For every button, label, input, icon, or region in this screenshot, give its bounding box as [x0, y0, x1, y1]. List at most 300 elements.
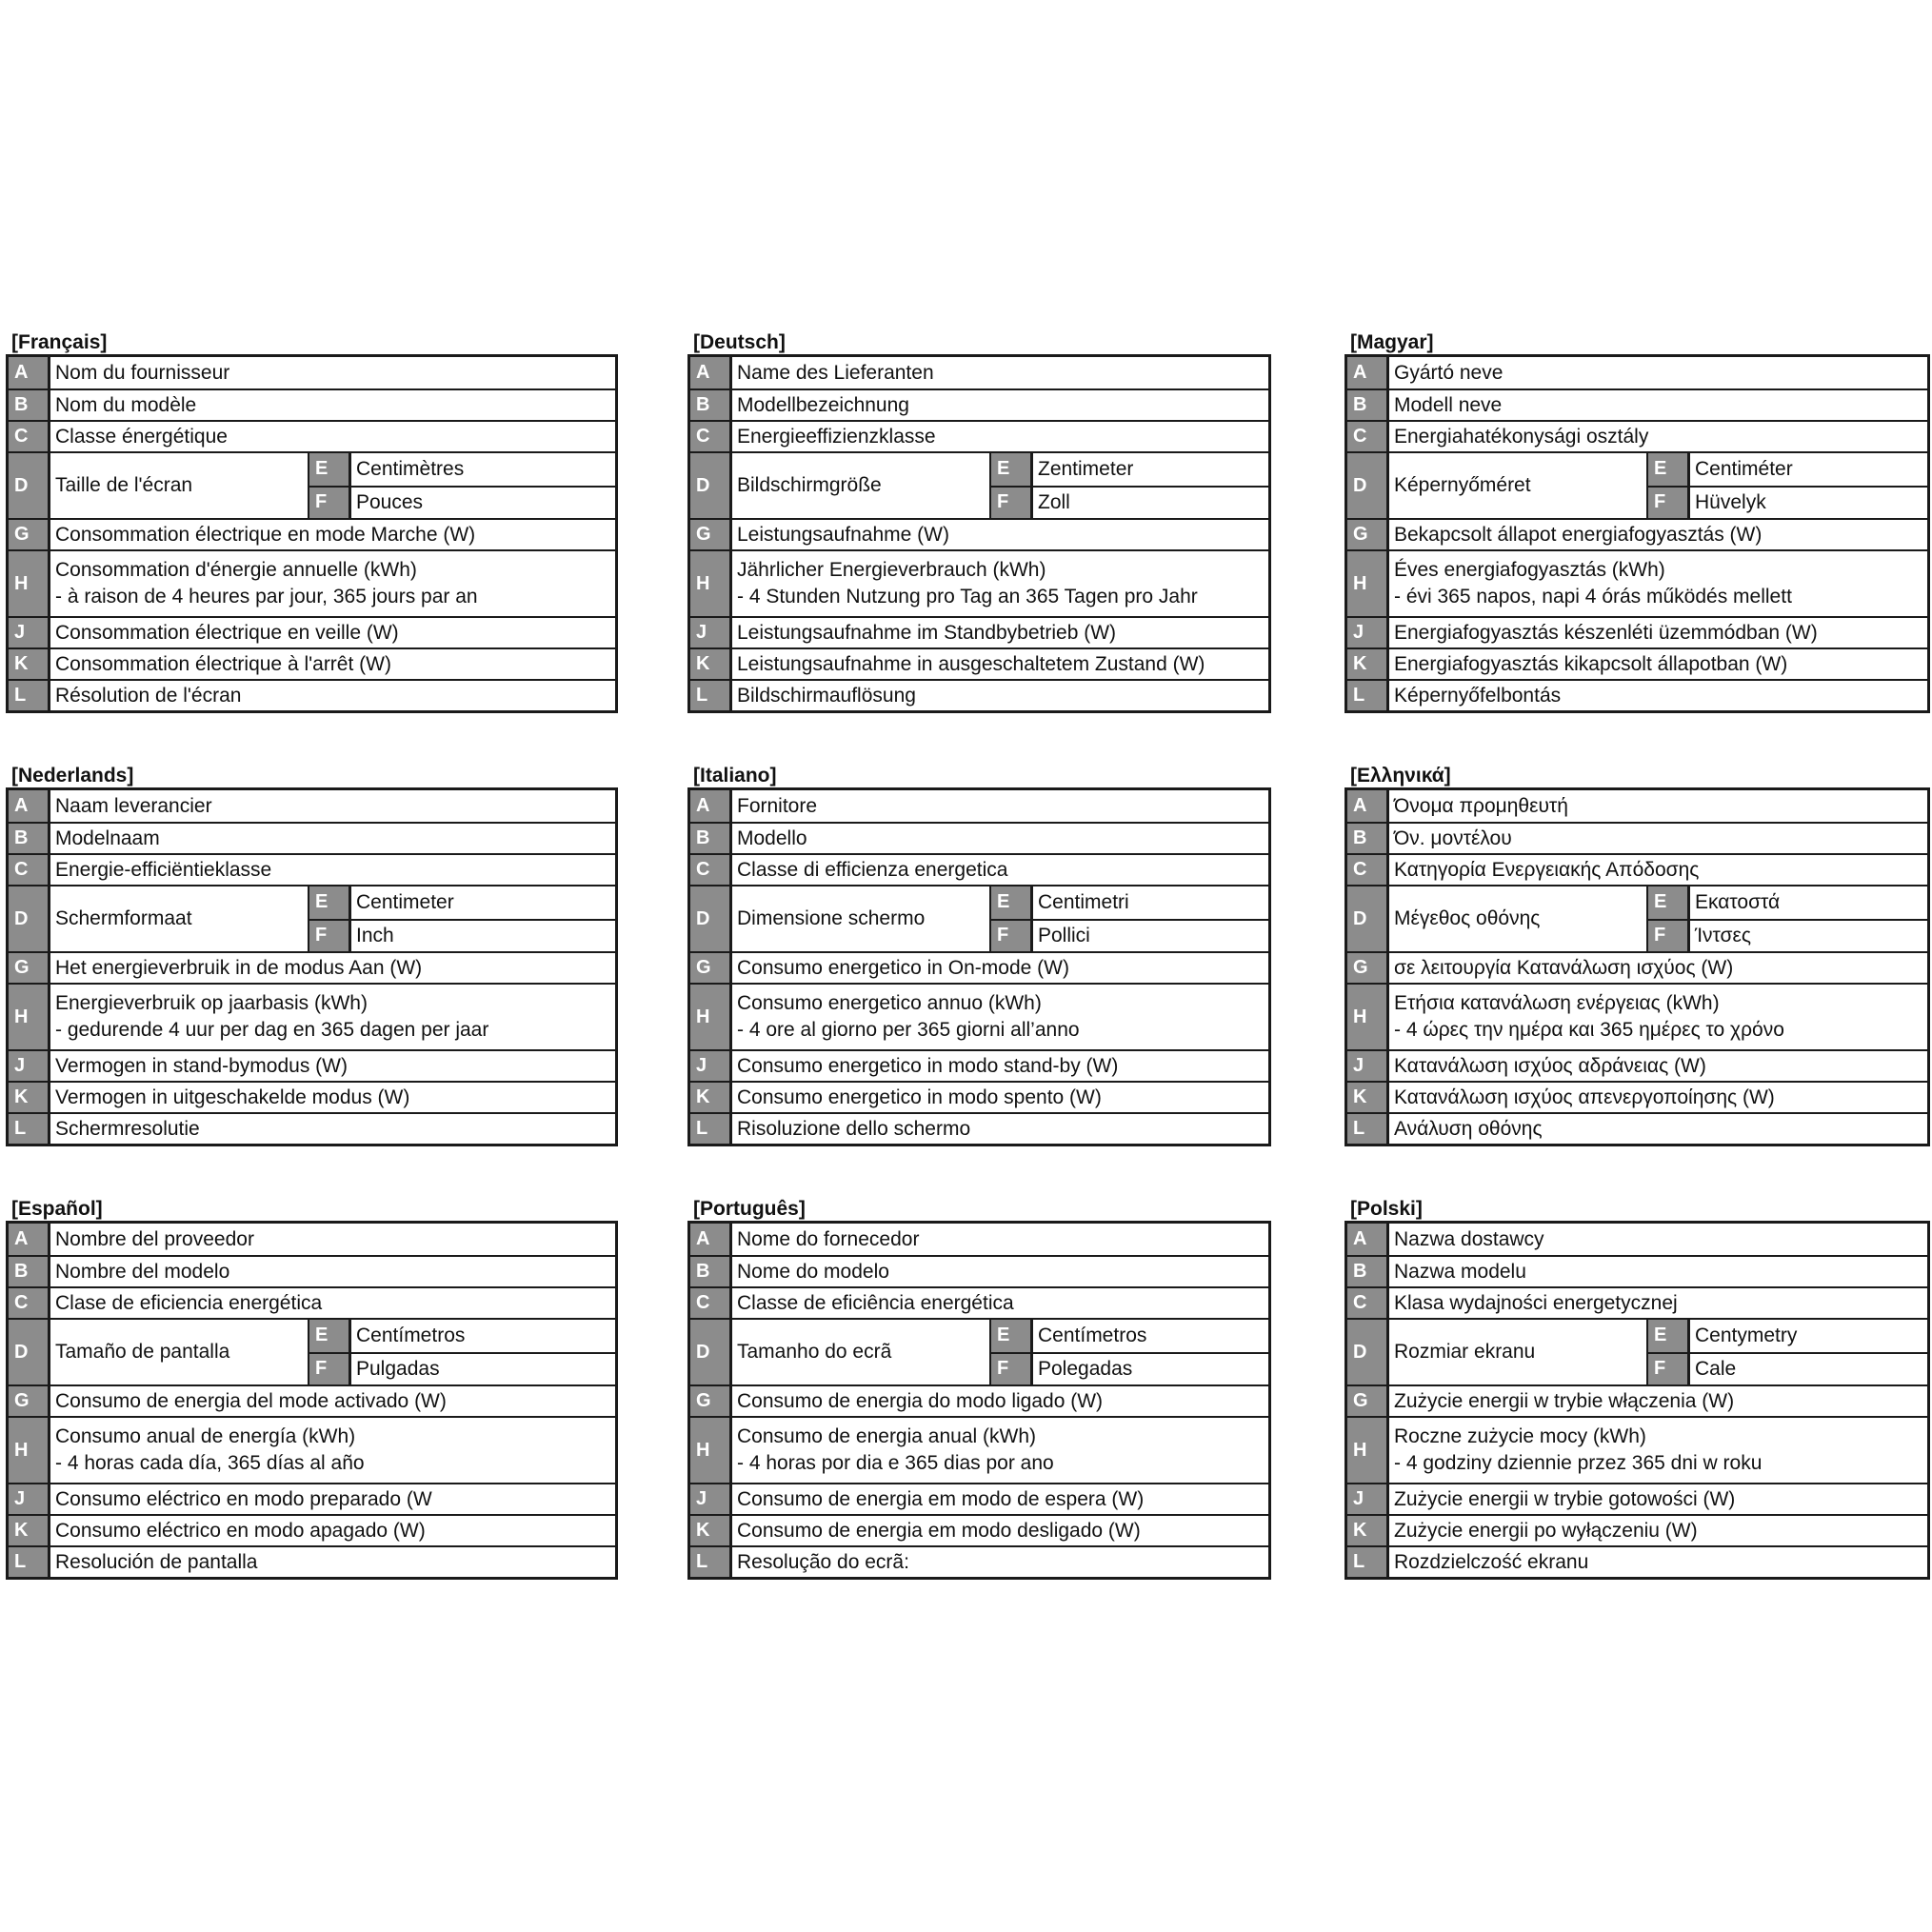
row-label: Resolución de pantalla — [55, 1550, 258, 1573]
block-title: [Español] — [11, 1198, 103, 1220]
spec-row-e — [309, 1320, 615, 1352]
row-label: Consumo energetico in modo spento (W) — [737, 1086, 1102, 1108]
row-key: L — [9, 681, 50, 710]
spec-row-d — [1347, 885, 1927, 951]
row-label: Zoll — [1038, 490, 1070, 513]
spec-row-l — [1347, 1545, 1927, 1577]
row-label: Ανάλυση οθόνης — [1394, 1117, 1543, 1140]
row-label: Consumo eléctrico en modo preparado (W — [55, 1487, 432, 1510]
spec-row-j — [9, 1483, 615, 1514]
size-units — [991, 886, 1268, 951]
row-label: Nom du modèle — [55, 393, 197, 416]
row-key: D — [690, 453, 732, 518]
spec-row-h — [1347, 983, 1927, 1049]
row-key: D — [690, 886, 732, 951]
row-label: Energiafogyasztás kikapcsolt állapotban (W) — [1394, 652, 1788, 675]
row-label: Tamanho do ecrã — [732, 1320, 991, 1384]
spec-row-l — [1347, 1112, 1927, 1144]
spec-row-e — [309, 453, 615, 486]
row-key: D — [9, 1320, 50, 1384]
row-label — [1389, 1418, 1927, 1483]
row-label: Modelnaam — [55, 827, 160, 849]
row-key: E — [1648, 886, 1690, 919]
row-key: B — [9, 824, 50, 853]
size-units — [1648, 453, 1927, 518]
row-key: B — [690, 390, 732, 420]
spec-row-d — [9, 885, 615, 951]
row-label: Képernyőméret — [1389, 453, 1648, 518]
row-key: H — [9, 551, 50, 616]
row-key: K — [690, 1516, 732, 1545]
row-label: Nazwa modelu — [1394, 1260, 1526, 1283]
spec-row-j — [690, 1483, 1268, 1514]
spec-row-l — [690, 1545, 1268, 1577]
spec-table — [687, 787, 1271, 1146]
spec-row-f — [1648, 486, 1927, 518]
row-label: Consommation électrique en mode Marche (W) — [55, 523, 476, 546]
row-label: Bildschirmauflösung — [737, 684, 916, 707]
row-key: J — [690, 618, 732, 647]
row-label: Zużycie energii po wyłączeniu (W) — [1394, 1519, 1698, 1542]
language-block — [687, 764, 1271, 1146]
spec-row-b — [690, 1255, 1268, 1286]
block-title: [Deutsch] — [693, 331, 786, 353]
spec-row-j — [1347, 1049, 1927, 1081]
row-label: Centimètres — [356, 457, 465, 480]
spec-row-g — [1347, 1384, 1927, 1416]
spec-row-j — [9, 1049, 615, 1081]
row-label: Leistungsaufnahme (W) — [737, 523, 949, 546]
row-label: Zużycie energii w trybie gotowości (W) — [1394, 1487, 1736, 1510]
spec-row-d — [690, 885, 1268, 951]
spec-row-k — [1347, 647, 1927, 679]
row-label-line1: Roczne zużycie mocy (kWh) — [1394, 1425, 1646, 1447]
spec-row-e — [991, 453, 1268, 486]
spec-row-a — [9, 790, 615, 822]
block-title: [Magyar] — [1350, 331, 1434, 353]
row-key: A — [9, 357, 50, 388]
row-key: A — [1347, 1224, 1389, 1255]
spec-row-k — [690, 1514, 1268, 1545]
row-key: E — [1648, 1320, 1690, 1352]
spec-table — [1344, 1221, 1930, 1580]
spec-row-g — [1347, 518, 1927, 549]
row-label: Ίντσες — [1695, 924, 1752, 946]
row-key: F — [1648, 1354, 1690, 1384]
spec-row-f — [991, 486, 1268, 518]
spec-row-h — [1347, 549, 1927, 616]
spec-row-e — [1648, 886, 1927, 919]
row-key: B — [1347, 390, 1389, 420]
row-label: Consumo energetico in modo stand-by (W) — [737, 1054, 1119, 1077]
spec-row-a — [9, 1224, 615, 1255]
row-label: Clase de eficiencia energética — [55, 1291, 323, 1314]
row-label: Centímetros — [1038, 1324, 1147, 1346]
row-key: K — [9, 1083, 50, 1112]
row-label-line1: Consumo energetico annuo (kWh) — [737, 992, 1042, 1014]
spec-row-k — [690, 1081, 1268, 1112]
row-key: B — [690, 1257, 732, 1286]
row-label: Leistungsaufnahme in ausgeschaltetem Zustand (W) — [737, 652, 1205, 675]
spec-row-c — [1347, 420, 1927, 451]
language-block — [1344, 1197, 1930, 1580]
row-label — [732, 551, 1268, 616]
row-label: Centimeter — [356, 890, 454, 913]
row-key: B — [1347, 824, 1389, 853]
row-label: Κατηγορία Ενεργειακής Απόδοσης — [1394, 858, 1700, 881]
row-label: Classe de eficiência energética — [737, 1291, 1014, 1314]
language-block — [6, 764, 618, 1146]
row-label: Pouces — [356, 490, 424, 513]
spec-table — [6, 1221, 618, 1580]
spec-row-h — [690, 549, 1268, 616]
size-units — [309, 1320, 615, 1384]
row-label: Εκατοστά — [1695, 890, 1781, 913]
row-key: K — [1347, 1516, 1389, 1545]
row-key: G — [690, 520, 732, 549]
row-key: J — [1347, 1051, 1389, 1081]
spec-row-c — [1347, 853, 1927, 885]
row-key: G — [1347, 953, 1389, 983]
row-key: B — [690, 824, 732, 853]
row-key: E — [991, 453, 1033, 486]
row-label — [1389, 551, 1927, 616]
row-label: Όν. μοντέλου — [1394, 827, 1512, 849]
spec-table — [687, 1221, 1271, 1580]
row-label: Nome do modelo — [737, 1260, 889, 1283]
row-key: K — [1347, 649, 1389, 679]
row-key: F — [991, 488, 1033, 518]
row-key: C — [690, 422, 732, 451]
spec-row-l — [9, 679, 615, 710]
row-label: Taille de l'écran — [50, 453, 309, 518]
row-label-line1: Consumo anual de energía (kWh) — [55, 1425, 356, 1447]
language-block — [687, 330, 1271, 713]
spec-row-b — [690, 388, 1268, 420]
row-key: H — [9, 1418, 50, 1483]
spec-row-l — [690, 1112, 1268, 1144]
row-key: D — [1347, 886, 1389, 951]
row-label: Centymetry — [1695, 1324, 1798, 1346]
size-units — [991, 1320, 1268, 1384]
spec-row-l — [690, 679, 1268, 710]
row-label: Nombre del proveedor — [55, 1227, 254, 1250]
row-key: L — [9, 1114, 50, 1144]
spec-row-c — [1347, 1286, 1927, 1318]
spec-row-f — [1648, 919, 1927, 951]
spec-row-h — [9, 1416, 615, 1483]
row-key: L — [690, 1114, 732, 1144]
row-key: A — [690, 790, 732, 822]
row-label: Modellbezeichnung — [737, 393, 909, 416]
spec-row-d — [9, 1318, 615, 1384]
spec-row-a — [1347, 790, 1927, 822]
spec-table — [6, 354, 618, 713]
spec-row-d — [1347, 1318, 1927, 1384]
row-label-line2: - gedurende 4 uur per dag en 365 dagen per jaar — [55, 1019, 489, 1041]
block-title: [Italiano] — [693, 765, 777, 787]
row-key: D — [9, 453, 50, 518]
row-label: Modello — [737, 827, 807, 849]
row-key: E — [309, 1320, 351, 1352]
spec-row-f — [309, 919, 615, 951]
row-key: C — [9, 855, 50, 885]
row-key: J — [9, 1484, 50, 1514]
row-label-line2: - 4 horas cada día, 365 días al año — [55, 1452, 365, 1474]
row-label: Nom du fournisseur — [55, 361, 230, 384]
spec-row-j — [9, 616, 615, 647]
row-key: F — [991, 1354, 1033, 1384]
row-label-line1: Éves energiafogyasztás (kWh) — [1394, 559, 1665, 581]
row-key: E — [991, 886, 1033, 919]
row-key: K — [9, 649, 50, 679]
spec-row-c — [690, 1286, 1268, 1318]
spec-row-d — [9, 451, 615, 518]
row-label: Όνομα προμηθευτή — [1394, 794, 1568, 817]
row-label-line2: - 4 horas por dia e 365 dias por ano — [737, 1452, 1054, 1474]
spec-row-e — [309, 886, 615, 919]
spec-row-a — [690, 790, 1268, 822]
row-label: Consumo de energia em modo de espera (W) — [737, 1487, 1145, 1510]
row-label: Vermogen in stand-bymodus (W) — [55, 1054, 348, 1077]
spec-row-c — [9, 1286, 615, 1318]
row-key: F — [309, 488, 351, 518]
spec-row-l — [9, 1112, 615, 1144]
spec-table — [687, 354, 1271, 713]
row-label: Rozdzielczość ekranu — [1394, 1550, 1589, 1573]
row-label: Hüvelyk — [1695, 490, 1766, 513]
spec-row-b — [1347, 822, 1927, 853]
row-label: Pulgadas — [356, 1357, 440, 1380]
language-block — [1344, 764, 1930, 1146]
spec-row-e — [991, 886, 1268, 919]
spec-row-f — [991, 919, 1268, 951]
row-label: Energiafogyasztás készenléti üzemmódban (W) — [1394, 621, 1818, 644]
row-label: Tamaño de pantalla — [50, 1320, 309, 1384]
spec-row-e — [991, 1320, 1268, 1352]
row-label: Schermresolutie — [55, 1117, 200, 1140]
row-label: Zentimeter — [1038, 457, 1134, 480]
spec-row-e — [1648, 453, 1927, 486]
spec-row-g — [9, 951, 615, 983]
row-key: G — [9, 953, 50, 983]
block-title: [Português] — [693, 1198, 806, 1220]
row-label: Naam leverancier — [55, 794, 212, 817]
spec-row-k — [1347, 1514, 1927, 1545]
row-label: Energieeffizienzklasse — [737, 425, 936, 448]
row-label: Classe di efficienza energetica — [737, 858, 1008, 881]
row-key: C — [690, 855, 732, 885]
size-units — [1648, 886, 1927, 951]
row-key: F — [1648, 488, 1690, 518]
row-key: B — [9, 1257, 50, 1286]
row-key: J — [9, 618, 50, 647]
row-key: C — [1347, 1288, 1389, 1318]
spec-row-l — [1347, 679, 1927, 710]
row-label: Vermogen in uitgeschakelde modus (W) — [55, 1086, 410, 1108]
row-label — [50, 985, 615, 1049]
row-label: Consumo de energia do modo ligado (W) — [737, 1389, 1104, 1412]
spec-row-c — [690, 853, 1268, 885]
row-label: Gyártó neve — [1394, 361, 1504, 384]
row-label: Fornitore — [737, 794, 818, 817]
row-label-line1: Ετήσια κατανάλωση ενέργειας (kWh) — [1394, 992, 1720, 1014]
row-label-line1: Energieverbruik op jaarbasis (kWh) — [55, 992, 368, 1014]
row-key: G — [1347, 520, 1389, 549]
row-label: Consumo eléctrico en modo apagado (W) — [55, 1519, 426, 1542]
row-key: A — [9, 1224, 50, 1255]
row-key: H — [690, 985, 732, 1049]
row-key: K — [690, 1083, 732, 1112]
spec-row-a — [690, 357, 1268, 388]
spec-row-a — [1347, 1224, 1927, 1255]
row-label: Nome do fornecedor — [737, 1227, 920, 1250]
row-key: H — [1347, 551, 1389, 616]
spec-row-f — [991, 1352, 1268, 1384]
row-key: J — [1347, 618, 1389, 647]
row-key: F — [309, 1354, 351, 1384]
row-key: B — [1347, 1257, 1389, 1286]
row-key: C — [9, 1288, 50, 1318]
row-label: Consumo de energia del mode activado (W) — [55, 1389, 447, 1412]
row-label: Dimensione schermo — [732, 886, 991, 951]
row-key: D — [1347, 1320, 1389, 1384]
row-label: Energiahatékonysági osztály — [1394, 425, 1649, 448]
spec-row-b — [9, 822, 615, 853]
spec-row-k — [690, 647, 1268, 679]
row-label — [50, 1418, 615, 1483]
spec-row-k — [1347, 1081, 1927, 1112]
size-units — [1648, 1320, 1927, 1384]
language-block — [1344, 330, 1930, 713]
row-label: Pollici — [1038, 924, 1090, 946]
spec-row-j — [690, 616, 1268, 647]
row-key: C — [9, 422, 50, 451]
row-label-line2: - à raison de 4 heures par jour, 365 jours par an — [55, 586, 478, 607]
row-label: Nombre del modelo — [55, 1260, 230, 1283]
row-label: Nazwa dostawcy — [1394, 1227, 1544, 1250]
spec-row-k — [9, 1081, 615, 1112]
spec-row-h — [9, 983, 615, 1049]
spec-row-h — [9, 549, 615, 616]
spec-row-b — [1347, 1255, 1927, 1286]
row-key: A — [1347, 790, 1389, 822]
row-key: G — [690, 953, 732, 983]
row-label: Resolução do ecrã: — [737, 1550, 909, 1573]
spec-row-d — [690, 1318, 1268, 1384]
row-key: D — [9, 886, 50, 951]
row-key: K — [1347, 1083, 1389, 1112]
spec-row-h — [690, 983, 1268, 1049]
row-label: Name des Lieferanten — [737, 361, 934, 384]
row-label-line2: - évi 365 napos, napi 4 órás működés mellett — [1394, 586, 1792, 607]
block-title: [Français] — [11, 331, 108, 353]
row-key: C — [690, 1288, 732, 1318]
row-key: A — [690, 357, 732, 388]
row-label-line1: Jährlicher Energieverbrauch (kWh) — [737, 559, 1046, 581]
spec-row-l — [9, 1545, 615, 1577]
size-units — [309, 453, 615, 518]
spec-row-b — [690, 822, 1268, 853]
row-key: J — [690, 1484, 732, 1514]
spec-row-f — [309, 486, 615, 518]
row-label: Bekapcsolt állapot energiafogyasztás (W) — [1394, 523, 1763, 546]
spec-row-b — [1347, 388, 1927, 420]
spec-row-g — [690, 951, 1268, 983]
row-label: Centimetri — [1038, 890, 1129, 913]
row-label-line1: Consommation d'énergie annuelle (kWh) — [55, 559, 417, 581]
row-label: σε λειτουργία Κατανάλωση ισχύος (W) — [1394, 956, 1734, 979]
row-key: H — [1347, 1418, 1389, 1483]
row-label: Rozmiar ekranu — [1389, 1320, 1648, 1384]
row-label: Κατανάλωση ισχύος αδράνειας (W) — [1394, 1054, 1706, 1077]
spec-row-j — [690, 1049, 1268, 1081]
row-label: Het energieverbruik in de modus Aan (W) — [55, 956, 423, 979]
row-key: L — [690, 681, 732, 710]
row-key: C — [1347, 855, 1389, 885]
spec-row-a — [690, 1224, 1268, 1255]
row-label-line2: - 4 ώρες την ημέρα και 365 ημέρες το χρόνο — [1394, 1019, 1784, 1041]
spec-table — [1344, 354, 1930, 713]
row-key: F — [991, 921, 1033, 951]
row-key: H — [1347, 985, 1389, 1049]
spec-row-a — [9, 357, 615, 388]
spec-row-h — [690, 1416, 1268, 1483]
block-title: [Ελληνικά] — [1350, 765, 1451, 787]
language-block — [6, 1197, 618, 1580]
row-key: E — [309, 453, 351, 486]
row-key: L — [690, 1547, 732, 1577]
row-label: Energie-efficiëntieklasse — [55, 858, 272, 881]
row-key: C — [1347, 422, 1389, 451]
row-key: E — [1648, 453, 1690, 486]
row-key: E — [991, 1320, 1033, 1352]
row-label: Zużycie energii w trybie włączenia (W) — [1394, 1389, 1735, 1412]
spec-row-g — [690, 518, 1268, 549]
row-key: L — [1347, 681, 1389, 710]
row-key: D — [1347, 453, 1389, 518]
spec-table — [1344, 787, 1930, 1146]
size-units — [991, 453, 1268, 518]
row-key: J — [1347, 1484, 1389, 1514]
row-key: G — [690, 1386, 732, 1416]
row-label — [732, 1418, 1268, 1483]
row-label: Inch — [356, 924, 394, 946]
row-key: G — [9, 520, 50, 549]
row-key: E — [309, 886, 351, 919]
row-label: Risoluzione dello schermo — [737, 1117, 971, 1140]
row-label — [50, 551, 615, 616]
row-key: L — [9, 1547, 50, 1577]
spec-row-d — [690, 451, 1268, 518]
spec-row-e — [1648, 1320, 1927, 1352]
row-label: Schermformaat — [50, 886, 309, 951]
row-key: H — [9, 985, 50, 1049]
spec-row-j — [1347, 1483, 1927, 1514]
row-key: A — [690, 1224, 732, 1255]
spec-row-c — [9, 420, 615, 451]
row-key: F — [1648, 921, 1690, 951]
spec-row-g — [9, 1384, 615, 1416]
size-units — [309, 886, 615, 951]
row-key: H — [690, 1418, 732, 1483]
row-label: Bildschirmgröße — [732, 453, 991, 518]
row-key: L — [1347, 1114, 1389, 1144]
row-key: G — [9, 1386, 50, 1416]
row-label: Κατανάλωση ισχύος απενεργοποίησης (W) — [1394, 1086, 1775, 1108]
row-label: Consumo de energia em modo desligado (W) — [737, 1519, 1141, 1542]
spec-row-k — [9, 647, 615, 679]
